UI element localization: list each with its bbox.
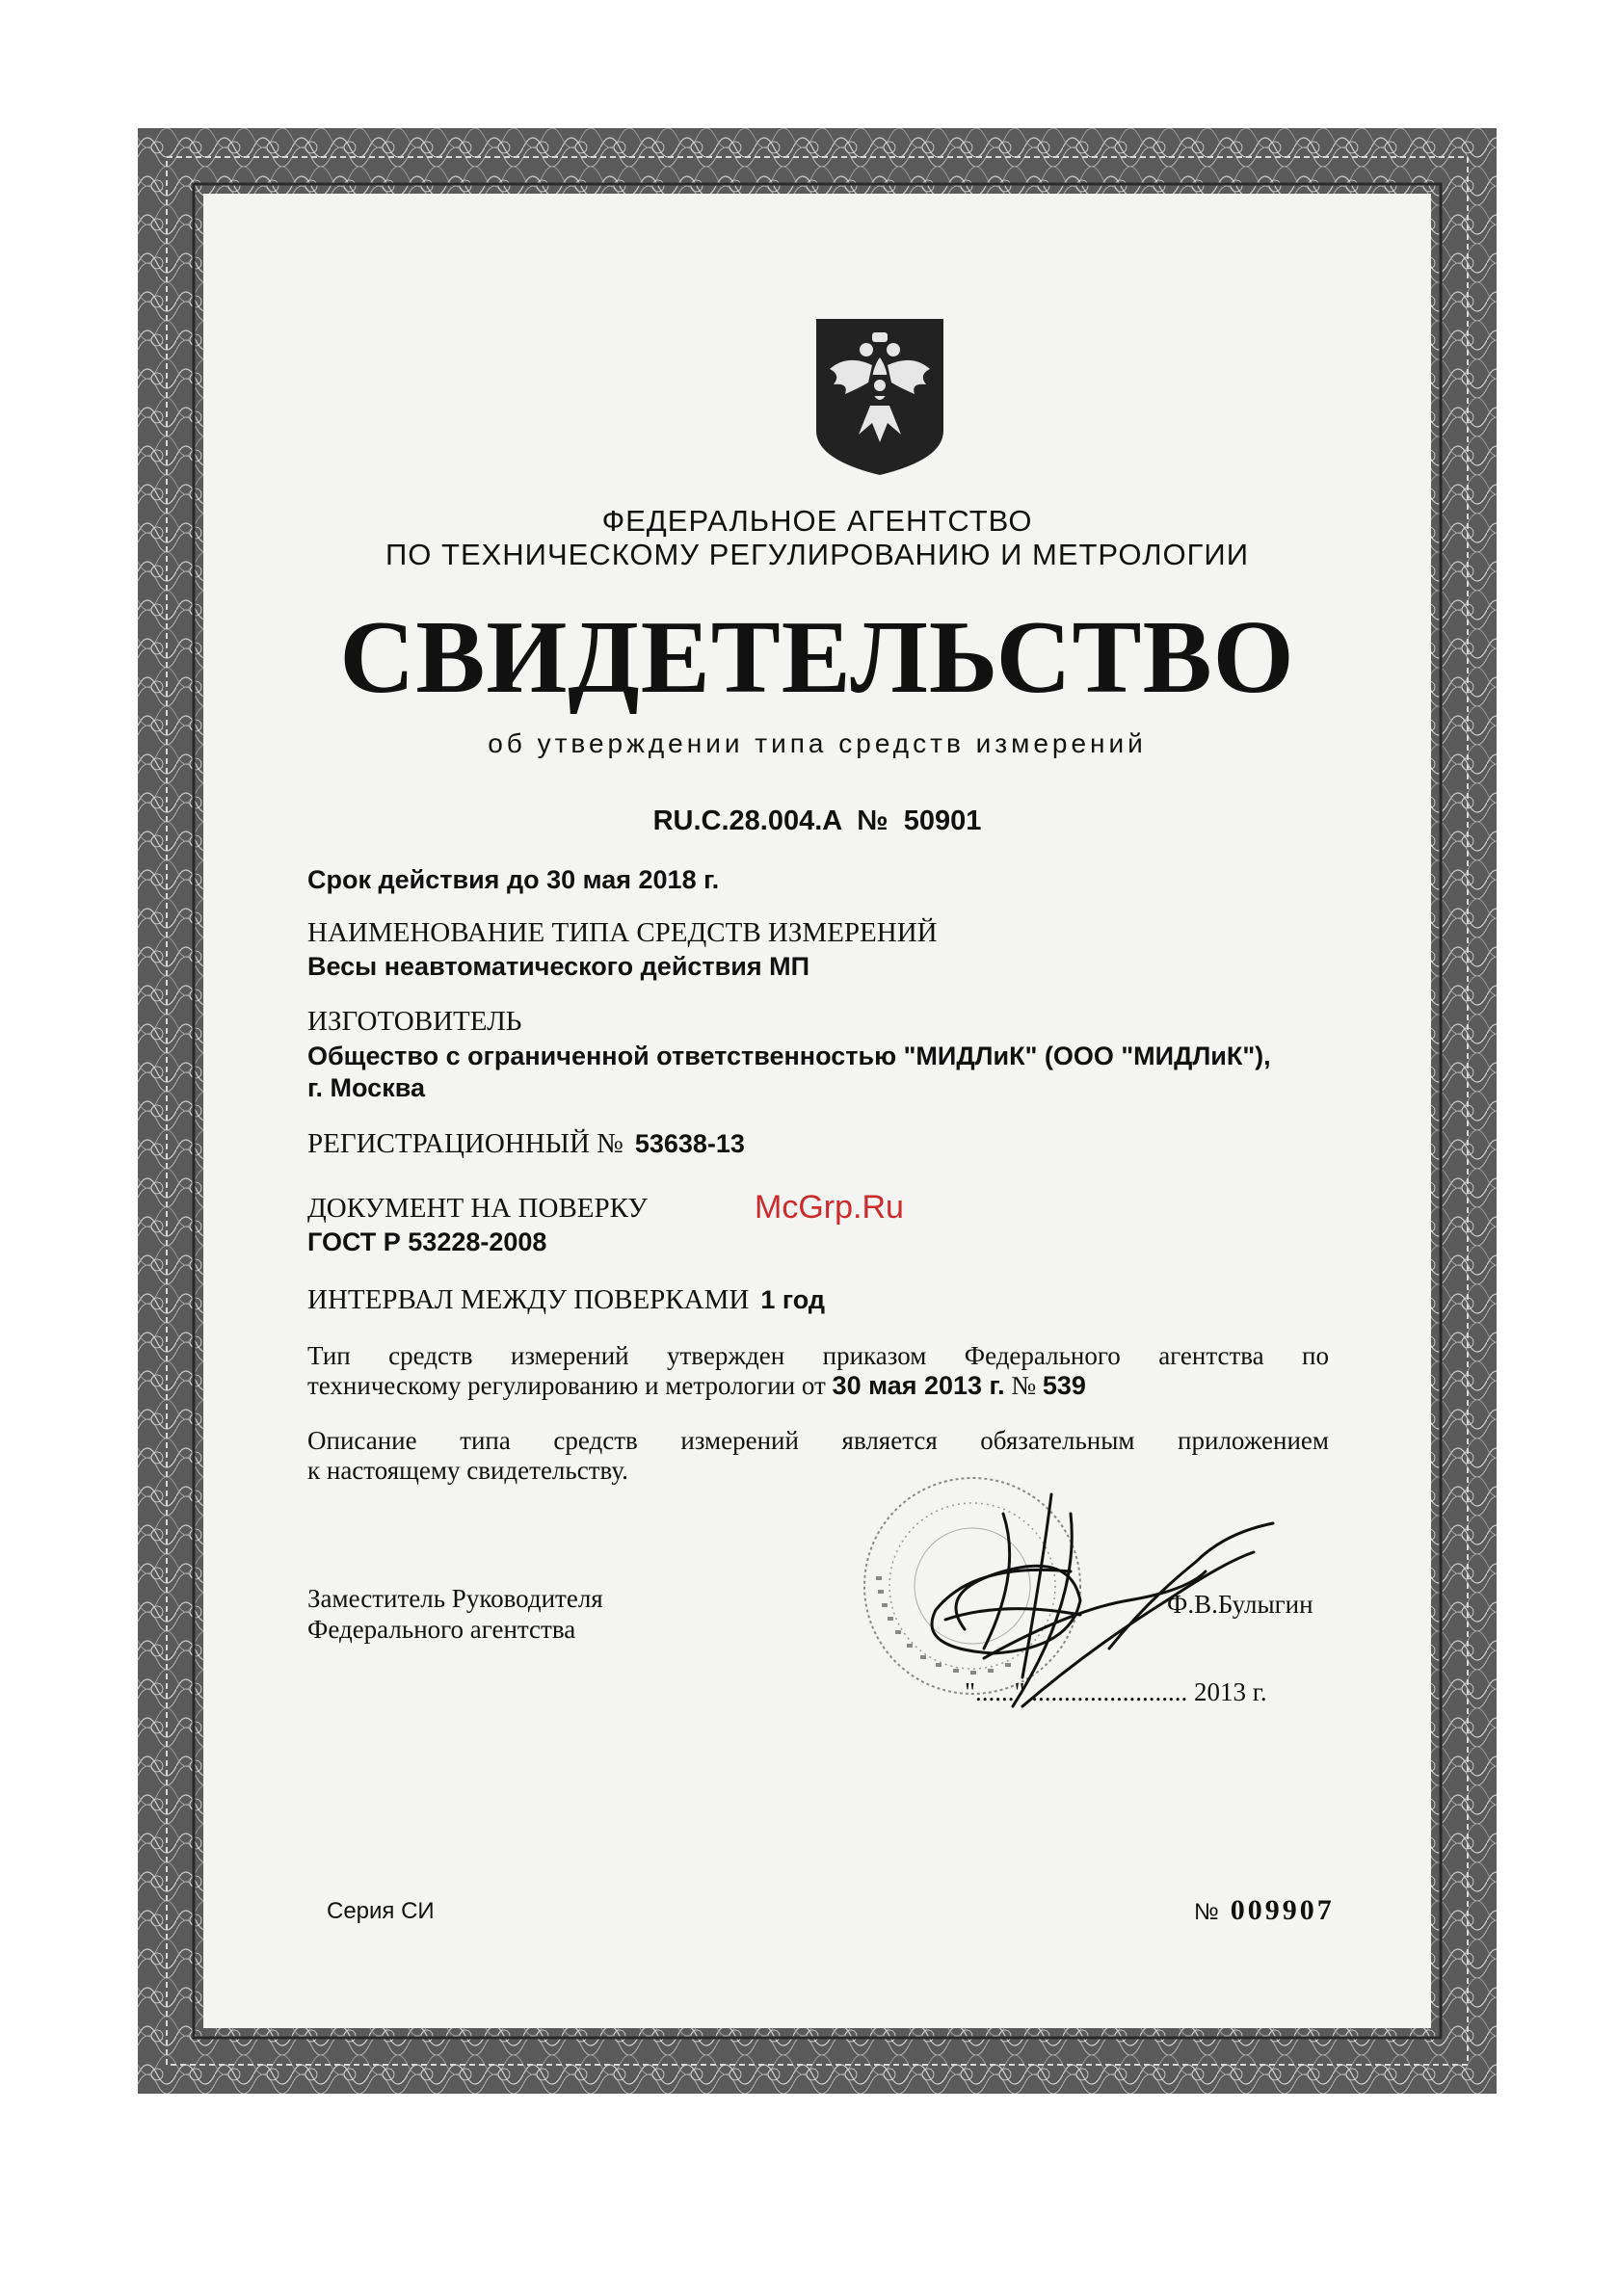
russian-coat-of-arms-icon [812, 315, 947, 479]
verification-doc-value: ГОСТ Р 53228-2008 [307, 1227, 547, 1256]
instrument-type-label: НАИМЕНОВАНИЕ ТИПА СРЕДСТВ ИЗМЕРЕНИЙ [307, 917, 938, 948]
validity-date: 30 мая 2018 г. [546, 865, 720, 894]
validity-line [307, 865, 719, 895]
interval-label: ИНТЕРВАЛ МЕЖДУ ПОВЕРКАМИ [307, 1284, 750, 1315]
description-note-line1: Описание типа средств измерений является обязательным приложением [307, 1426, 1329, 1455]
watermark: McGrp.Ru [755, 1189, 904, 1226]
approval-line1: Тип средств измерений утвержден приказом Федерального агентства по [307, 1341, 1329, 1370]
interval-line [307, 1284, 825, 1316]
description-note-line2: к настоящему свидетельству. [307, 1456, 628, 1485]
approval-order-label: № [1011, 1371, 1037, 1400]
certificate-paper [203, 194, 1431, 2028]
certificate-number: RU.C.28.004.A № 50901 [652, 805, 982, 836]
document-title: СВИДЕТЕЛЬСТВО [339, 600, 1295, 715]
registration-label: РЕГИСТРАЦИОННЫЙ № [307, 1128, 623, 1159]
guilloche-border [138, 128, 1497, 2094]
manufacturer-value-line2: г. Москва [307, 1073, 425, 1102]
registration-line [307, 1128, 745, 1160]
signatory-position-line1: Заместитель Руководителя [307, 1584, 603, 1613]
series-label: Серия СИ [327, 1898, 435, 1924]
signatory-name: Ф.В.Булыгин [1167, 1590, 1313, 1619]
manufacturer-value-line1: Общество с ограниченной ответственностью "МИДЛиК" (ООО "МИДЛиК"), [307, 1042, 1271, 1070]
agency-name-line1: ФЕДЕРАЛЬНОЕ АГЕНТСТВО [601, 504, 1033, 538]
serial-number: 009907 [1230, 1894, 1335, 1926]
validity-label: Срок действия до [307, 865, 540, 894]
approval-line2-prefix: техническому регулированию и метрологии от [307, 1371, 826, 1400]
document-subtitle: об утверждении типа средств измерений [488, 728, 1147, 758]
verification-doc-label: ДОКУМЕНТ НА ПОВЕРКУ [307, 1193, 648, 1224]
signatory-position-line2: Федерального агентства [307, 1615, 576, 1644]
interval-value: 1 год [760, 1285, 825, 1314]
serial-number-label: № [1194, 1899, 1219, 1925]
instrument-type-value: Весы неавтоматического действия МП [307, 952, 810, 981]
manufacturer-label: ИЗГОТОВИТЕЛЬ [307, 1006, 522, 1037]
signature-date-line: "......" ........................ 2013 г. [965, 1677, 1267, 1706]
agency-name-line2: ПО ТЕХНИЧЕСКОМУ РЕГУЛИРОВАНИЮ И МЕТРОЛОГИИ [385, 538, 1249, 571]
approval-line2 [307, 1371, 1086, 1401]
approval-order-date: 30 мая 2013 г. [832, 1371, 1005, 1400]
approval-order-number: 539 [1042, 1371, 1086, 1400]
serial-number-line [1194, 1894, 1335, 1927]
registration-value: 53638-13 [634, 1129, 745, 1158]
